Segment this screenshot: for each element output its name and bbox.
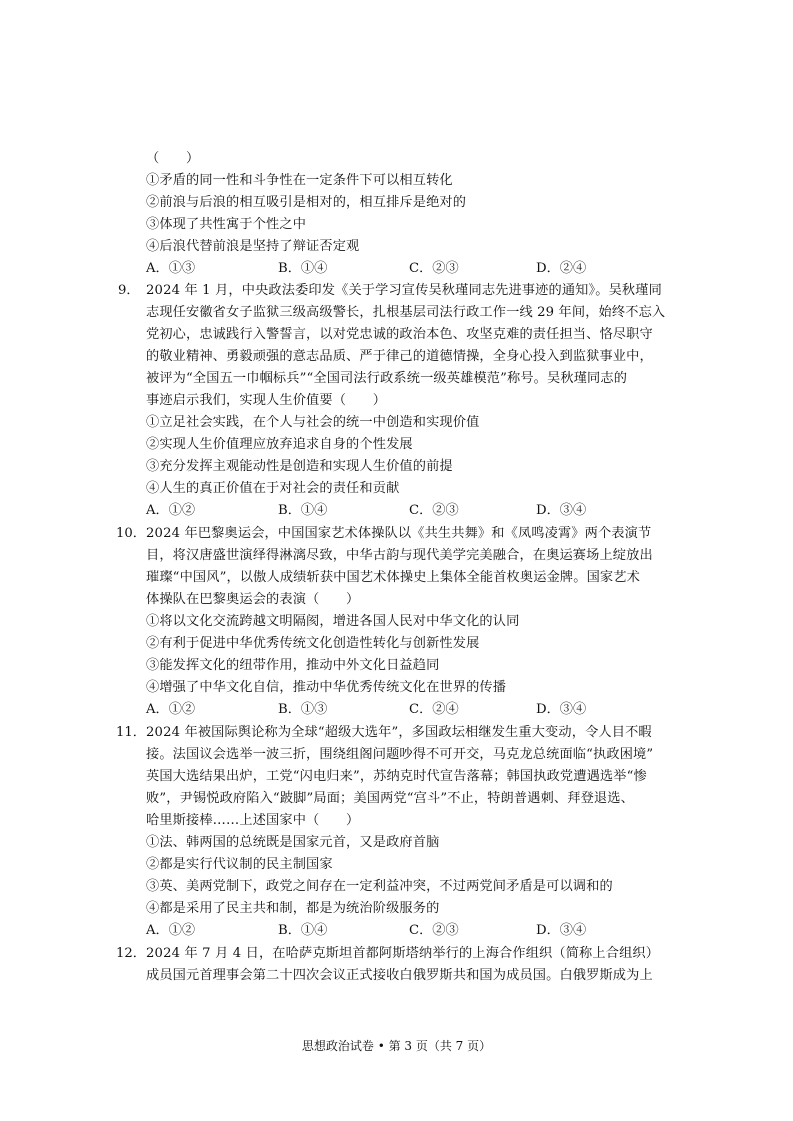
q9-option-1: ①立足社会实践，在个人与社会的统一中创造和实现价值 — [146, 415, 480, 430]
q9-number: 9． — [118, 283, 140, 298]
q8-option-1: ①矛盾的同一性和斗争性在一定条件下可以相互转化 — [146, 173, 453, 188]
q9-stem-line-1: 2024 年 1 月，中央政法委印发《关于学习宣传吴秋瑾同志先进事迹的通知》。吴秋瑾同 — [146, 283, 662, 298]
q11-stem-line-3: 英国大选结果出炉，工党“闪电归来”，苏纳克时代宣告落幕；韩国执政党遭遇选举“惨 — [146, 769, 647, 784]
q11-option-4: ④都是采用了民主共和制，都是为统治阶级服务的 — [146, 901, 440, 916]
q12-stem-line-1: 2024 年 7 月 4 日，在哈萨克斯坦首都阿斯塔纳举行的上海合作组织（简称上合组织） — [146, 946, 660, 961]
q11-choice-d: D．③④ — [536, 923, 587, 938]
q9-choice-d: D．③④ — [536, 503, 587, 518]
q11-option-2: ②都是实行代议制的民主制国家 — [146, 857, 333, 872]
q9-option-4: ④人生的真正价值在于对社会的责任和贡献 — [146, 481, 400, 496]
q10-stem-line-3: 璀璨“中国风”，以傲人成绩斩获中国艺术体操史上集体全能首枚奥运金牌。国家艺术 — [146, 570, 640, 585]
q10-stem-line-1: 2024 年巴黎奥运会，中国国家艺术体操队以《共生共舞》和《凤鸣凌霄》两个表演节 — [146, 526, 652, 541]
q12-stem-line-2: 成员国元首理事会第二十四次会议正式接收白俄罗斯共和国为成员国。白俄罗斯成为上 — [146, 968, 653, 983]
q10-stem-line-2: 目，将汉唐盛世演绎得淋漓尽致，中华古韵与现代美学完美融合，在奥运赛场上绽放出 — [146, 548, 653, 563]
q9-stem-line-5: 被评为“全国五一巾帼标兵”“全国司法行政系统一级英雄模范”称号。吴秋瑾同志的 — [146, 371, 628, 386]
q10-choice-b: B．①③ — [278, 702, 328, 717]
q11-stem-line-1: 2024 年被国际舆论称为全球“超级大选年”，多国政坛相继发生重大变动，令人目不暇 — [146, 725, 652, 740]
q8-choice-c: C．②③ — [409, 261, 459, 276]
q11-number: 11． — [116, 725, 146, 740]
q9-stem-line-4: 的敬业精神、勇毅顽强的意志品质、严于律己的道德情操，全身心投入到监狱事业中， — [146, 349, 653, 364]
q9-stem-line-3: 党初心，忠诚践行入警誓言，以对党忠诚的政治本色、攻坚克难的责任担当、恪尽职守 — [146, 327, 653, 342]
q9-option-2: ②实现人生价值理应放弃追求自身的个性发展 — [146, 437, 413, 452]
q9-stem-line-6: 事迹启示我们，实现人生价值要（ ） — [146, 393, 387, 408]
q9-stem-line-2: 志现任安徽省女子监狱三级高级警长，扎根基层司法行政工作一线 29 年间，始终不忘入 — [146, 305, 666, 320]
q8-choice-b: B．①④ — [278, 261, 328, 276]
q9-choice-a: A．①② — [146, 503, 196, 518]
q11-choice-c: C．②③ — [409, 923, 459, 938]
q8-option-2: ②前浪与后浪的相互吸引是相对的，相互排斥是绝对的 — [146, 195, 467, 210]
q10-option-4: ④增强了中华文化自信，推动中华优秀传统文化在世界的传播 — [146, 680, 507, 695]
page-footer: 思想政治试卷 • 第 3 页（共 7 页） — [301, 1039, 492, 1053]
q9-option-3: ③充分发挥主观能动性是创造和实现人生价值的前提 — [146, 459, 453, 474]
q11-stem-line-4: 败”，尹锡悦政府陷入“跛脚”局面；美国两党“宫斗”不止，特朗普遇刺、拜登退选、 — [146, 791, 634, 806]
q10-choice-a: A．①② — [146, 702, 196, 717]
q11-option-1: ①法、韩两国的总统既是国家元首，又是政府首脑 — [146, 835, 440, 850]
q8-choice-a: A．①③ — [146, 261, 196, 276]
q11-option-3: ③英、美两党制下，政党之间存在一定利益冲突，不过两党间矛盾是可以调和的 — [146, 879, 613, 894]
q8-option-4: ④后浪代替前浪是坚持了辩证否定观 — [146, 239, 360, 254]
q10-option-3: ③能发挥文化的纽带作用，推动中外文化日益趋同 — [146, 658, 440, 673]
q10-choice-d: D．③④ — [536, 702, 587, 717]
q12-number: 12． — [116, 946, 146, 961]
q10-choice-c: C．②④ — [409, 702, 459, 717]
q11-stem-line-2: 接。法国议会选举一波三折，围绕组阁问题吵得不可开交，马克龙总统面临“执政困境” — [146, 747, 654, 762]
q10-number: 10． — [116, 526, 146, 541]
q9-choice-c: C．②③ — [409, 503, 459, 518]
q8-option-3: ③体现了共性寓于个性之中 — [146, 217, 307, 232]
q10-option-1: ①将以文化交流跨越文明隔阂，增进各国人民对中华文化的认同 — [146, 614, 520, 629]
q10-stem-line-4: 体操队在巴黎奥运会的表演（ ） — [146, 592, 360, 607]
q8-blank: （ ） — [146, 151, 200, 166]
q9-choice-b: B．①④ — [278, 503, 328, 518]
q8-choice-d: D．②④ — [536, 261, 587, 276]
q10-option-2: ②有利于促进中华优秀传统文化创造性转化与创新性发展 — [146, 636, 480, 651]
q11-choice-a: A．①② — [146, 923, 196, 938]
q11-choice-b: B．①④ — [278, 923, 328, 938]
q11-stem-line-5: 哈里斯接棒……上述国家中（ ） — [146, 813, 360, 828]
